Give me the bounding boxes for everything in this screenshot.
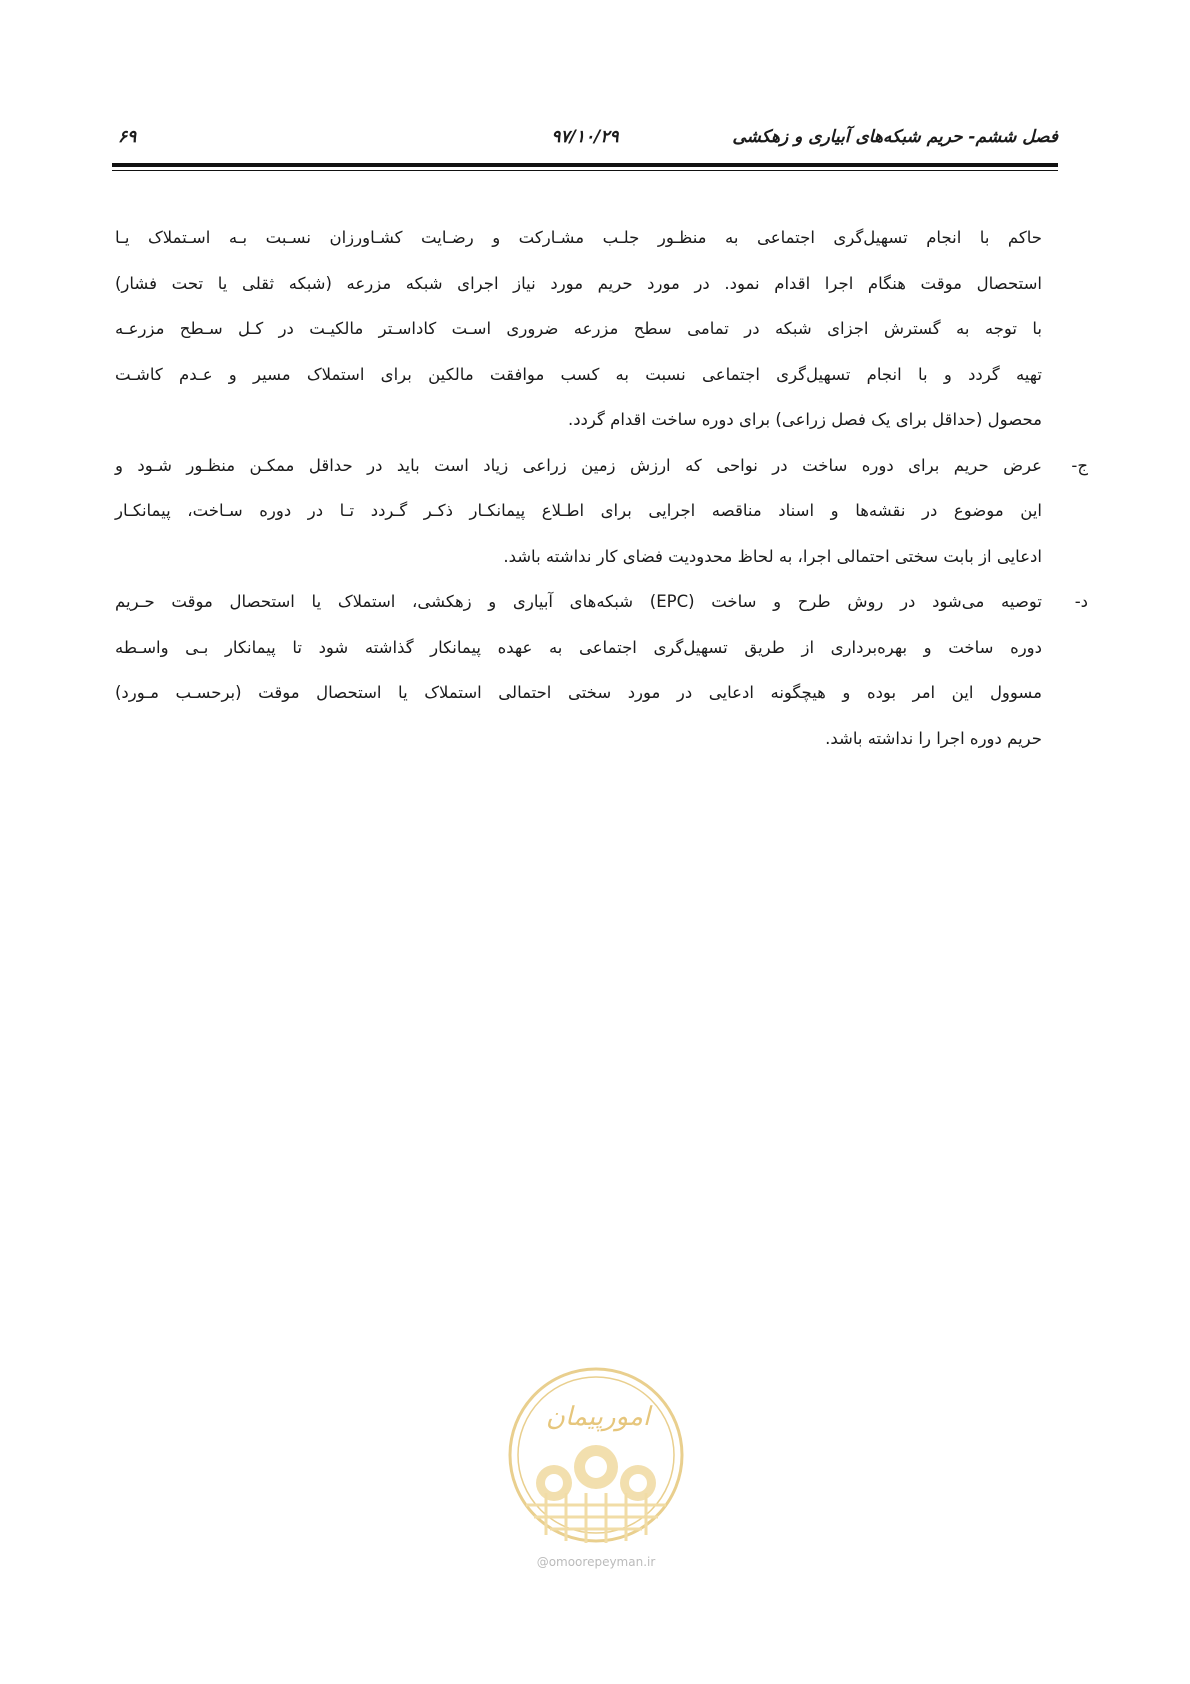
paragraph-line: مسوول این امر بوده و هیچگونه ادعایی در مورد سختی احتمالی استملاک یا استحصال موقت (برحسـب مـورد)	[115, 683, 1042, 702]
header-date: ۹۷/۱۰/۲۹	[551, 127, 619, 147]
chapter-title: فصل ششم- حریم شبکه‌های آبیاری و زهکشی	[732, 127, 1058, 147]
paragraph-line: دوره ساخت و بهره‌برداری از طریق تسهیل‌گری اجتماعی به عهده پیمانکار گذاشته شود تا پیمانکار بـی واسـطه	[115, 637, 1042, 657]
list-item-jim	[115, 443, 1088, 580]
header-rule-thin	[112, 170, 1058, 171]
seal-lettering: امورپیمان	[545, 1402, 651, 1432]
paragraph-line: تهیه گردد و با انجام تسهیل‌گری اجتماعی نسبت به کسب موافقت مالکین برای استملاک مسیر و عـدم کاشـت	[115, 364, 1042, 384]
paragraph-line: حریم دوره اجرا را نداشته باشد.	[825, 728, 1042, 748]
paragraph-line: با توجه به گسترش اجزای شبکه در تمامی سطح مزرعه ضروری اسـت کاداسـتر مالکیـت در کـل سـطح مزرعـه	[115, 319, 1042, 338]
intro-paragraph	[115, 215, 1042, 443]
website-watermark: @omoorepeyman.ir	[536, 1555, 656, 1569]
paragraph-line: عرض حریم برای دوره ساخت در نواحی که ارزش زمین زراعی زیاد است باید در حداقل ممکـن منظـور شـود و	[115, 455, 1042, 475]
page-number: ۶۹	[118, 127, 137, 147]
paragraph-line: این موضوع در نقشه‌ها و اسناد مناقصه اجرایی برای اطـلاع پیمانکـار ذکـر گـردد تـا در دوره سـاخت، پیمانکـار	[115, 501, 1042, 520]
paragraph-line: محصول (حداقل برای یک فصل زراعی) برای دوره ساخت اقدام گردد.	[567, 410, 1042, 429]
paragraph-line: توصیه می‌شود در روش طرح و ساخت (EPC) شبکه‌های آبیاری و زهکشی، استملاک یا استحصال موقت حـریم	[115, 592, 1042, 611]
list-item-dal	[115, 579, 1088, 761]
paragraph-line: استحصال موقت هنگام اجرا اقدام نمود. در مورد حریم مورد نیاز اجرای شبکه مزرعه (شبکه ثقلی یا تحت فشار)	[115, 273, 1042, 293]
header-rule-thick	[112, 163, 1058, 167]
paragraph-line: حاکم با انجام تسهیل‌گری اجتماعی به منظـور جلـب مشـارکت و رضـایت کشـاورزان نسـبت بـه اسـتملاک یـا	[115, 228, 1042, 247]
body-text	[115, 215, 1088, 761]
list-marker: ج-	[1071, 455, 1088, 475]
list-marker: د-	[1074, 592, 1088, 611]
seal-logo-icon	[506, 1365, 686, 1545]
paragraph-line: ادعایی از بابت سختی احتمالی اجرا، به لحاظ محدودیت فضای کار نداشته باشد.	[503, 546, 1042, 566]
running-header	[112, 127, 1058, 157]
